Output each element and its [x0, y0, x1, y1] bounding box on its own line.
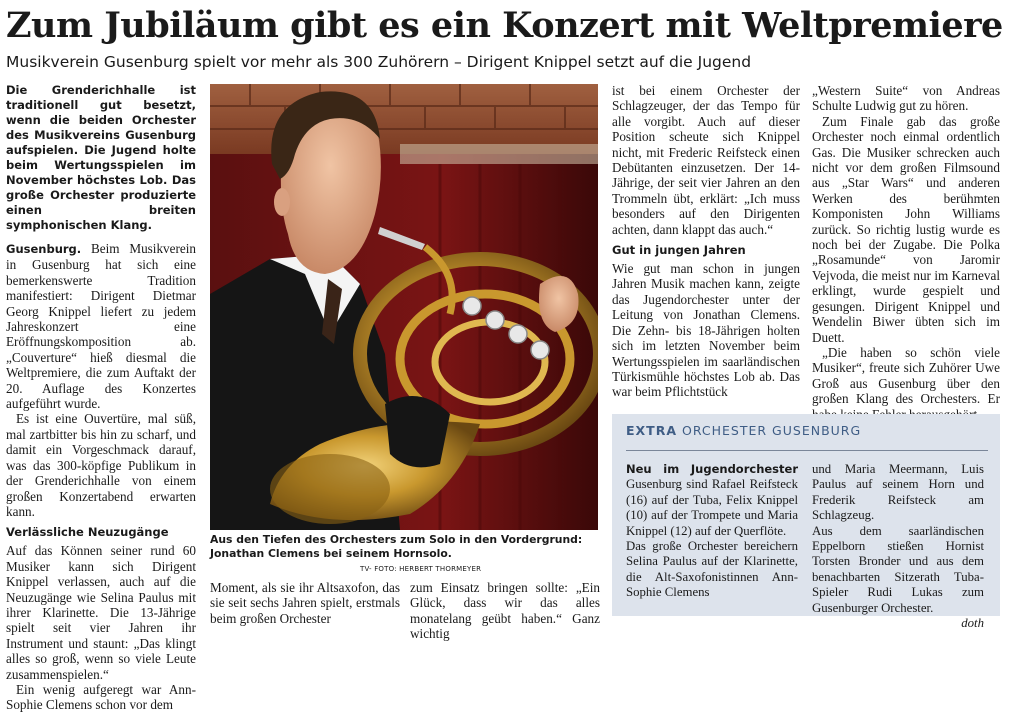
- extra-runin: Neu im Jugendorchester: [626, 462, 798, 476]
- body-paragraph: Es ist eine Ouvertüre, mal süß, mal zartbitter bis hin zu scharf, und damit ein Vorgeschmack darauf, was das 300-köpfige Publikum in der Grenderichhalle von einem großen Konzertabend erwarten kann.: [6, 411, 196, 519]
- extra-info-box: [612, 414, 1000, 631]
- article-column-4: [812, 83, 1000, 437]
- body-paragraph: Wie gut man schon in jungen Jahren Musik machen kann, zeigte das Jugendorchester unter der Leitung von Jonathan Clemens. Die Zehn- bis 18-Jährigen holten sich im letzten November beim Wertungsspielen im saarländischen Türkismühle höchstes Lob ab. Das war beim Pflichtstück: [612, 261, 800, 400]
- extra-column-1: Neu im Jugendorchester Gusenburg sind Rafael Reifsteck (16) auf der Tuba, Felix Knippel (10) auf der Trompete und Maria Knippel (12) auf der Querflöte. Das große Orchester bereichern Selina Paulus auf der Klarinette, die Alt-Saxofonistinnen Ann-Sophie Clemens: [626, 462, 798, 600]
- article-column-2: Moment, als sie ihr Altsaxofon, das sie seit sechs Jahren spielt, erstmals beim großen Orchester: [210, 580, 400, 626]
- section-subhead: Gut in jungen Jahren: [612, 243, 746, 258]
- subheadline: Musikverein Gusenburg spielt vor mehr als 300 Zuhörern – Dirigent Knippel setzt auf die Jugend: [6, 53, 752, 71]
- article-column-3: [612, 83, 800, 400]
- extra-column-2: und Maria Meermann, Luis Paulus auf seinem Horn und Frederik Reifsteck am Schlagzeug. Aus dem saarländischen Eppelborn stießen Hornist Torsten Bronder und aus dem benachbarten Sitzerath Tuba-Spieler Rudi Lukas zum Gusenburger Orchester. doth: [812, 462, 984, 631]
- body-paragraph: ist bei einem Orchester der Schlagzeuger, der das Tempo für alle vorgibt. Auch auf dieser Position scheute sich Knippel nicht, mit Frederic Reifsteck einen Debütanten einzusetzen. Der 14-Jährige, der seit vier Jahren an den Trommeln übt, erklärt: „Ich muss besonders auf den Dirigenten achten, dann klappt das auch.“: [612, 83, 800, 237]
- body-paragraph: „Die haben so schön viele Musiker“, freute sich Zuhörer Uwe Groß aus Gusenburg über den großen Klang des Orchesters. Er: [812, 344, 1000, 407]
- horn-player-illustration: [210, 84, 598, 530]
- body-paragraph: „Western Suite“ von Andreas Schulte Ludwig gut zu hören.: [812, 83, 1000, 114]
- section-subhead: Verlässliche Neuzugänge: [6, 525, 169, 540]
- dateline: Gusenburg.: [6, 242, 82, 256]
- extra-signature: doth: [961, 616, 984, 631]
- body-paragraph: Gusenburg. Beim Musikverein in Gusenburg hat sich eine bemerkenswerte Tradition manifestiert: Dirigent Dietmar Georg Knippel liefert zu jedem Jahreskonzert eine Eröffnungskomposition ab. „Couverture“ hieß diesmal die Weltpremiere, die zum Auftakt der 20. Auflage des Konzertes aufgeführt wurde.: [6, 241, 197, 412]
- body-paragraph: Zum Finale gab das große Orchester noch einmal ordentlich Gas. Die Musiker schrecken auch nicht vor dem großen Filmsound aus „Star Wars“ und anderen Werken des berühmten Komponisten John Williams zurück. So richtig lustig wurde es noch bei der Zugabe. Die Polka „Rosamunde“ von Jaromir Vejvoda, die meist nur im Karneval erklingt, wurde gespielt und gesungen. Dirigent Knippel und Wendelin Biwer übten sich im Duett.: [812, 113, 1000, 345]
- extra-box-heading: EXTRA ORCHESTER GUSENBURG: [626, 423, 862, 438]
- body-paragraph: Ein wenig aufgeregt war Ann-Sophie Clemens schon vor dem: [6, 681, 196, 713]
- divider: [626, 450, 988, 451]
- headline: Zum Jubiläum gibt es ein Konzert mit Weltpremiere: [6, 5, 1003, 46]
- photo-credit: TV- FOTO: HERBERT THORMEYER: [360, 565, 482, 573]
- body-paragraph: Auf das Können seiner rund 60 Musiker kann sich Dirigent Knippel verlassen, auch auf die Neuzugänge wie Selina Paulus mit ihrer Klarinette. Die 13-Jährige spielt seit vier Jahren ihr Instrument und staunt: „Das klingt alles so groß, wenn so viele Leute zusammenspielen.“: [6, 543, 196, 682]
- article-column-2b: zum Einsatz bringen sollte: „Ein Glück, dass wir das alles monatelang geübt haben.“ Ganz wichtig: [410, 580, 600, 642]
- photo-caption: Aus den Tiefen des Orchesters zum Solo in den Vordergrund: Jonathan Clemens bei seinem Hornsolo. TV- FOTO: HERBERT THORMEYER: [210, 533, 583, 573]
- article-photo: [210, 84, 598, 530]
- lead-paragraph: Die Grenderichhalle ist traditionell gut besetzt, wenn die beiden Orchester des Musikvereins Gusenburg aufspielen. Die Jugend holte beim Wertungsspielen im November höchstes Lob. Das große Orchester produzierte einen breiten symphonischen Klang.: [6, 83, 196, 232]
- article-column-1: [6, 83, 196, 713]
